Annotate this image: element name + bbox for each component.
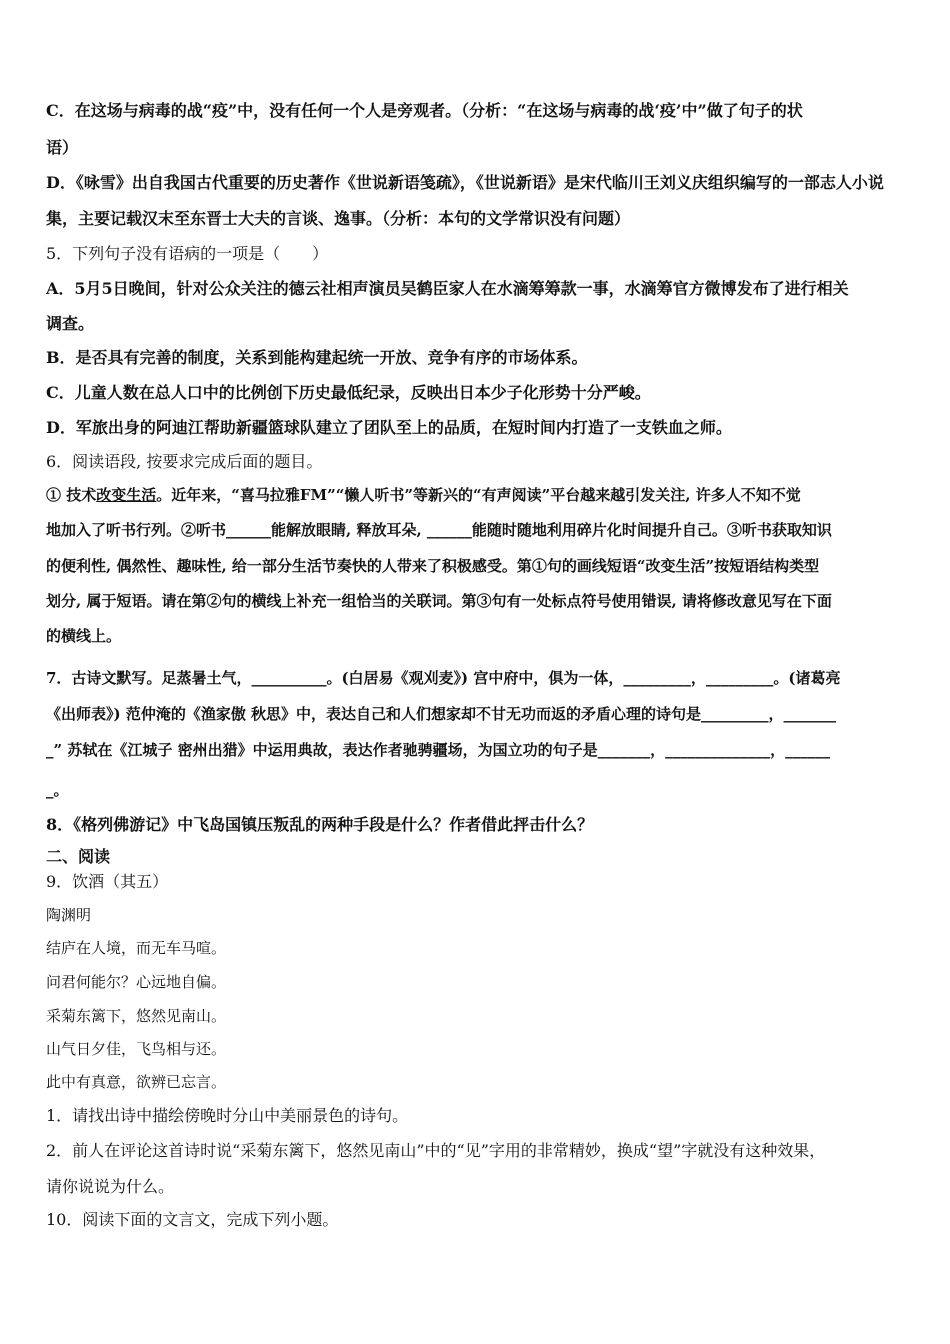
q9-poem-author: 陶渊明: [46, 906, 92, 924]
q6-paragraph-line3: 的便利性, 偶然性、趣味性, 给一部分生活节奏快的人带来了积极感受。第①句的画线短语“改变生活”按短语结构类型: [46, 557, 820, 575]
q4-option-c-line2: 语）: [46, 138, 79, 157]
q5-option-a-line1: A．5月5日晚间，针对公众关注的德云社相声演员吴鹤臣家人在水滴筹筹款一事，水滴筹官方微博发布了进行相关: [46, 279, 849, 298]
q6-paragraph-line2: 地加入了听书行列。②听书______能解放眼睛, 释放耳朵, ______能随时随地利用碎片化时间提升自己。③听书获取知识: [46, 521, 832, 539]
q6-paragraph-line1: [46, 485, 801, 505]
q9-poem-line: 采菊东篱下，悠然见南山。: [46, 1007, 227, 1025]
q7-line3: _” 苏轼在《江城子 密州出猎》中运用典故，表达作者驰骋疆场，为国立功的句子是_______，______________，______: [46, 741, 831, 759]
q5-option-c: C．儿童人数在总人口中的比例创下历史最低纪录，反映出日本少子化形势十分严峻。: [46, 383, 651, 402]
q6-text: ① 技术: [46, 486, 97, 504]
q5-stem: 5．下列句子没有语病的一项是（ ）: [46, 244, 329, 263]
q9-poem-line: 山气日夕佳，飞鸟相与还。: [46, 1040, 227, 1058]
q5-option-b: B．是否具有完善的制度，关系到能构建起统一开放、竞争有序的市场体系。: [46, 348, 588, 367]
q5-option-d: D．军旅出身的阿迪江帮助新疆篮球队建立了团队至上的品质，在短时间内打造了一支铁血之师。: [46, 418, 732, 437]
q9-title: 9．饮酒（其五）: [46, 872, 169, 891]
q7-line2: 《出师表》) 范仲淹的《渔家傲 秋思》中，表达自己和人们想家却不甘无功而返的矛盾心理的诗句是_________，_______: [46, 705, 837, 723]
q6-paragraph-line5: 的横线上。: [46, 627, 122, 645]
q4-option-c-line1: C．在这场与病毒的战“疫”中，没有任何一个人是旁观者。（分析：“在这场与病毒的战‘疫’中”做了句子的状: [46, 101, 803, 120]
q6-stem: 6．阅读语段, 按要求完成后面的题目。: [46, 452, 323, 471]
q9-poem-line: 结庐在人境，而无车马喧。: [46, 939, 227, 957]
q9-poem-line: 问君何能尔？心远地自偏。: [46, 973, 227, 991]
q10-stem: 10．阅读下面的文言文，完成下列小题。: [46, 1210, 339, 1229]
q4-option-d-line2: 集，主要记载汉末至东晋士大夫的言谈、逸事。（分析：本句的文学常识没有问题）: [46, 209, 631, 228]
q7-line1: 7．古诗文默写。足蒸暑土气，__________。(白居易《观刈麦》) 宫中府中，俱为一体，_________，_________。(诸葛亮: [46, 669, 841, 687]
q9-subquestion-1: 1．请找出诗中描绘傍晚时分山中美丽景色的诗句。: [46, 1106, 409, 1125]
q6-text: 。近年来，“喜马拉雅FM”“懒人听书”等新兴的“有声阅读”平台越来越引发关注, 许多人不知不觉: [156, 486, 801, 504]
q6-underlined-phrase: 改变生活: [96, 486, 157, 504]
q4-option-d-line1: D．《咏雪》出自我国古代重要的历史著作《世说新语笺疏》，《世说新语》是宋代临川王刘义庆组织编写的一部志人小说: [46, 173, 884, 192]
q9-subquestion-2-line2: 请你说说为什么。: [46, 1177, 175, 1196]
q6-paragraph-line4: 划分, 属于短语。请在第②句的横线上补充一组恰当的关联词。第③句有一处标点符号使用错误, 请将修改意见写在下面: [46, 592, 832, 610]
section-title-reading: 二、阅读: [46, 847, 111, 866]
q7-line4: _。: [46, 781, 69, 799]
q9-subquestion-2-line1: 2．前人在评论这首诗时说“采菊东篱下，悠然见南山”中的“见”字用的非常精妙，换成“望”字就没有这种效果，: [46, 1141, 826, 1160]
q9-poem-line: 此中有真意，欲辨已忘言。: [46, 1073, 227, 1091]
q5-option-a-line2: 调查。: [46, 314, 95, 333]
q8-stem: 8．《格列佛游记》中飞岛国镇压叛乱的两种手段是什么？作者借此抨击什么？: [46, 815, 594, 834]
